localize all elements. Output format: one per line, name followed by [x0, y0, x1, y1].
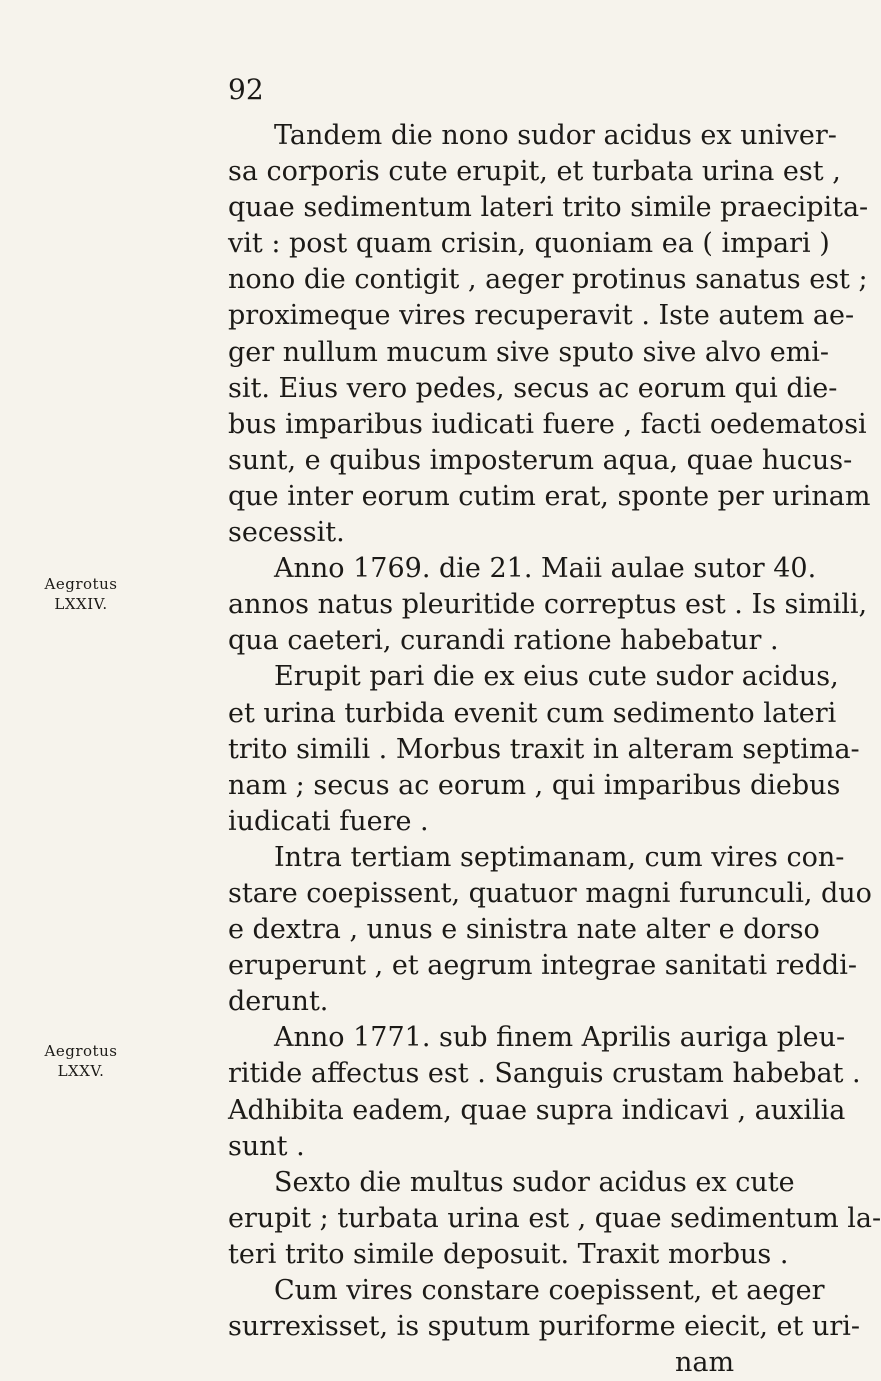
text-line: iudicati fuere . [228, 805, 429, 837]
text-line: vit : post quam crisin, quoniam ea ( impari ) [228, 228, 830, 260]
page-number: 92 [228, 73, 264, 106]
margin-note-title: Aegrotus [44, 575, 118, 593]
text-line: annos natus pleuritide correptus est . Is simili, [228, 589, 868, 621]
text-line: surrexisset, is sputum puriforme eiecit, et uri- [228, 1311, 860, 1343]
text-line: sunt . [228, 1130, 305, 1162]
text-line: quae sedimentum lateri trito simile praecipita- [228, 192, 869, 224]
margin-note-number: LXXIV. [54, 595, 108, 613]
text-line: stare coepissent, quatuor magni furunculi, duo [228, 877, 872, 909]
text-line: nono die contigit , aeger protinus sanatus est ; [228, 264, 868, 296]
text-line: sunt, e quibus imposterum aqua, quae hucus- [228, 444, 853, 476]
text-line: trito simili . Morbus traxit in alteram septima- [228, 733, 860, 765]
margin-note-number: LXXV. [57, 1062, 105, 1080]
text-line: teri trito simile deposuit. Traxit morbus . [228, 1238, 789, 1270]
text-line: erupit ; turbata urina est , quae sedimentum la- [228, 1202, 881, 1234]
text-line: bus imparibus iudicati fuere , facti oedematosi [228, 408, 867, 440]
margin-note-lxxv [16, 1041, 146, 1081]
catchword: nam [675, 1347, 735, 1379]
text-line: e dextra , unus e sinistra nate alter e dorso [228, 914, 820, 946]
body-text [228, 118, 881, 1381]
text-line: Erupit pari die ex eius cute sudor acidus, [274, 661, 839, 693]
text-line: derunt. [228, 986, 329, 1018]
text-line: et urina turbida evenit cum sedimento lateri [228, 697, 837, 729]
text-line: Anno 1769. die 21. Maii aulae sutor 40. [274, 553, 817, 585]
text-line: secessit. [228, 517, 345, 549]
text-line: Intra tertiam septimanam, cum vires con- [274, 841, 845, 873]
margin-note-lxxiv [16, 574, 146, 614]
text-line: Tandem die nono sudor acidus ex univer- [274, 120, 837, 151]
text-line: proximeque vires recuperavit . Iste autem ae- [228, 300, 855, 332]
text-line: sa corporis cute erupit, et turbata urina est , [228, 156, 841, 188]
text-line: nam ; secus ac eorum , qui imparibus diebus [228, 769, 841, 801]
text-line: eruperunt , et aegrum integrae sanitati reddi- [228, 950, 857, 982]
text-line: sit. Eius vero pedes, secus ac eorum qui die- [228, 372, 838, 404]
text-line: Anno 1771. sub finem Aprilis auriga pleu- [274, 1022, 846, 1054]
margin-note-title: Aegrotus [44, 1042, 118, 1060]
text-line: que inter eorum cutim erat, sponte per urinam [228, 480, 871, 512]
text-line: Cum vires constare coepissent, et aeger [274, 1275, 825, 1306]
text-line: Adhibita eadem, quae supra indicavi , auxilia [228, 1094, 846, 1126]
text-line: qua caeteri, curandi ratione habebatur . [228, 625, 779, 657]
text-line: ritide affectus est . Sanguis crustam habebat . [228, 1058, 861, 1090]
text-line: Sexto die multus sudor acidus ex cute [274, 1166, 795, 1198]
text-line: ger nullum mucum sive sputo sive alvo emi- [228, 336, 830, 368]
